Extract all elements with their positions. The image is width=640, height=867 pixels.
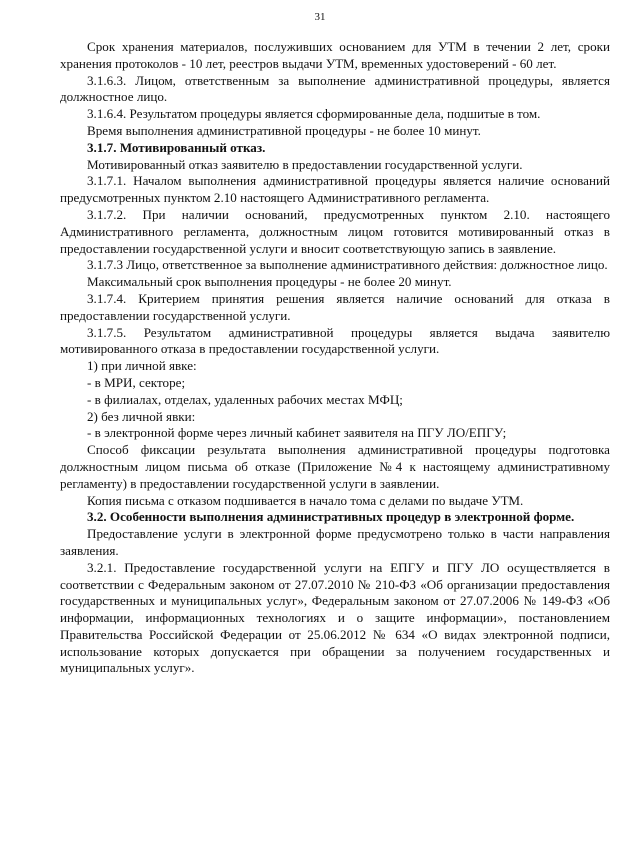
paragraph-3-1-7-4: 3.1.7.4. Критерием принятия решения является наличие оснований для отказа в предоставлении государственной услуги. bbox=[60, 290, 610, 323]
list-item-in-person: 1) при личной явке: bbox=[87, 358, 197, 374]
paragraph-refusal-intro: Мотивированный отказ заявителю в предоставлении государственной услуги. bbox=[87, 156, 523, 172]
page-number: 31 bbox=[314, 11, 326, 23]
paragraph-electronic-scope: Предоставление услуги в электронной форме предусмотрено только в части направления заявления. bbox=[60, 526, 610, 558]
section-heading-3-2: 3.2. Особенности выполнения административных процедур в электронной форме. bbox=[87, 509, 575, 525]
paragraph-storage-terms: Срок хранения материалов, послуживших основанием для УТМ в течении 2 лет, сроки хранения протоколов - 10 лет, реестров выдачи УТМ, временных удостоверений - 60 лет. bbox=[60, 39, 610, 71]
paragraph-time-10-min: Время выполнения административной процедуры - не более 10 минут. bbox=[87, 122, 481, 138]
paragraph-3-1-6-3: 3.1.6.3. Лицом, ответственным за выполнение административной процедуры, является должностное лицо. bbox=[60, 72, 610, 105]
list-item-remote: 2) без личной явки: bbox=[87, 408, 196, 424]
list-item-mri: - в МРИ, секторе; bbox=[87, 374, 186, 390]
section-heading-3-1-7: 3.1.7. Мотивированный отказ. bbox=[87, 139, 266, 155]
paragraph-fixation-method: Способ фиксации результата выполнения административной процедуры подготовка должностным лицом письма об отказе (Приложение №4 к настоящему административному регламенту) в предоставлении государственной услуги в заявлении. bbox=[60, 442, 610, 491]
paragraph-3-2-1: 3.2.1. Предоставление государственной услуги на ЕПГУ и ПГУ ЛО осуществляется в соответствии с Федеральным законом от 27.07.2010 № 210-ФЗ «Об организации предоставления государственных и муниципальных услуг», Федеральным законом от 27.07.2006 № 149-ФЗ «Об информации, информационных технологиях и о защите информации», постановлением Правительства Российской Федерации от 25.06.2012 № 634 «О видах электронной подписи, использование которых допускается при обращении за получением государственных и муниципальных услуг». bbox=[60, 559, 610, 676]
paragraph-letter-copy: Копия письма с отказом подшивается в начало тома с делами по выдаче УТМ. bbox=[87, 492, 524, 508]
list-item-electronic: - в электронной форме через личный кабинет заявителя на ПГУ ЛО/ЕПГУ; bbox=[87, 425, 507, 441]
paragraph-3-1-7-3: 3.1.7.3 Лицо, ответственное за выполнение административного действия: должностное лицо. bbox=[87, 257, 608, 273]
list-item-mfc: - в филиалах, отделах, удаленных рабочих местах МФЦ; bbox=[87, 391, 403, 407]
paragraph-3-1-7-1: 3.1.7.1. Началом выполнения административной процедуры является наличие оснований предусмотренных пунктом 2.10 настоящего Административного регламента. bbox=[60, 173, 610, 206]
paragraph-3-1-7-5: 3.1.7.5. Результатом административной процедуры является выдача заявителю мотивированного отказа в предоставлении государственной услуги. bbox=[60, 324, 610, 357]
document-body bbox=[60, 39, 610, 677]
paragraph-max-time-20-min: Максимальный срок выполнения процедуры - не более 20 минут. bbox=[87, 274, 452, 290]
paragraph-3-1-7-2: 3.1.7.2. При наличии оснований, предусмотренных пунктом 2.10. настоящего Административного регламента, должностным лицом готовится мотивированный отказ в предоставлении государственной услуги и вносит соответствующую запись в заявление. bbox=[60, 206, 610, 256]
paragraph-3-1-6-4: 3.1.6.4. Результатом процедуры является сформированные дела, подшитые в том. bbox=[87, 106, 541, 122]
